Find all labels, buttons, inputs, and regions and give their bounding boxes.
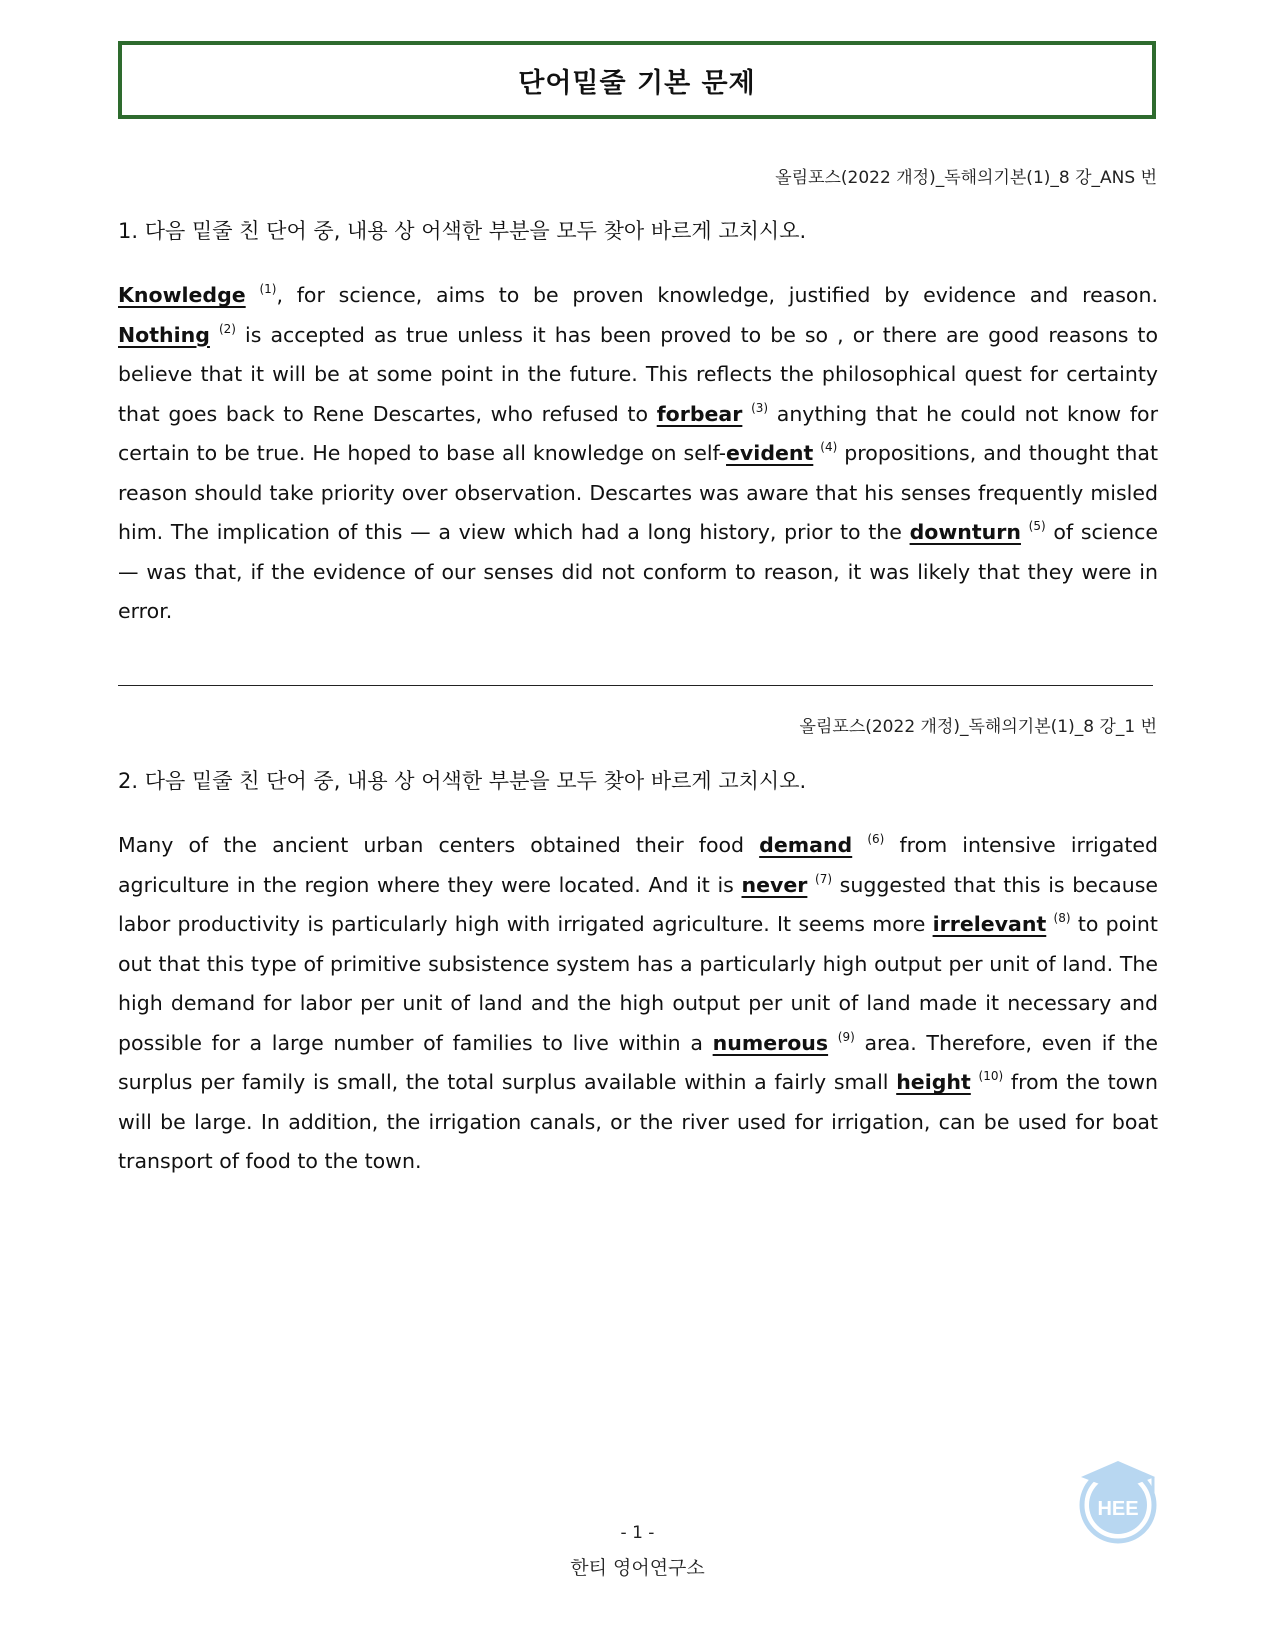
underlined-word: Nothing bbox=[118, 322, 210, 347]
passage-text: from intensive irrigated agriculture in the region where they were located. And it is bbox=[118, 833, 1158, 897]
hee-logo-icon bbox=[1073, 1455, 1163, 1545]
footnote-number: (9) bbox=[837, 1029, 855, 1044]
footnote-number: (10) bbox=[978, 1069, 1004, 1083]
footnote-number: (7) bbox=[815, 871, 833, 886]
organization-name: 한티 영어연구소 bbox=[570, 1557, 705, 1579]
passage-text: from the town will be large. In addition, the irrigation canals, or the river used for irrigation, can be used for boat transport of food to the town. bbox=[118, 1070, 1158, 1173]
passage-text: anything that he could not know for certain to be true. He hoped to base all knowledge on self- bbox=[118, 401, 1159, 465]
question-1: 1. 다음 밑줄 친 단어 중, 내용 상 어색한 부분을 모두 찾아 바르게 고치시오. bbox=[118, 219, 807, 243]
passage-text: , for science, aims to be proven knowledge, justified by evidence and reason. bbox=[276, 283, 1158, 307]
underlined-word: height bbox=[896, 1070, 971, 1094]
underlined-word: forbear bbox=[656, 401, 743, 426]
footnote-number: (6) bbox=[867, 832, 885, 846]
underlined-word: never bbox=[741, 872, 808, 897]
passage-2 bbox=[118, 826, 1158, 1182]
footnote-number: (5) bbox=[1028, 519, 1046, 533]
section-divider bbox=[118, 685, 1153, 686]
passage-text: propositions, and thought that reason should take priority over observation. Descartes was aware that his senses frequently misled him. The implication of this — a view which had a long history, prior to the bbox=[118, 441, 1158, 544]
page-number: - 1 - bbox=[620, 1523, 655, 1543]
underlined-word: Knowledge bbox=[118, 283, 246, 307]
passage-text bbox=[210, 323, 219, 347]
source-label-2: 올림포스(2022 개정)_독해의기본(1)_8 강_1 번 bbox=[799, 717, 1157, 737]
passage-text: is accepted as true unless it has been proved to be so , or there are good reasons to believe that it will be at some point in the future. This reflects the philosophical quest for certainty that goes back to Rene Descartes, who refused to bbox=[118, 322, 1158, 426]
underlined-word: demand bbox=[759, 833, 853, 857]
source-label-1: 올림포스(2022 개정)_독해의기본(1)_8 강_ANS 번 bbox=[775, 168, 1157, 188]
passage-text: Many of the ancient urban centers obtained their food bbox=[118, 833, 760, 857]
passage-1 bbox=[118, 276, 1158, 632]
footnote-number: (3) bbox=[751, 400, 769, 415]
title-box bbox=[118, 41, 1156, 119]
underlined-word: downturn bbox=[909, 520, 1021, 544]
footnote-number: (1) bbox=[259, 282, 277, 296]
footnote-number: (2) bbox=[218, 321, 236, 336]
underlined-word: evident bbox=[726, 441, 814, 465]
underlined-word: irrelevant bbox=[932, 912, 1047, 936]
question-2: 2. 다음 밑줄 친 단어 중, 내용 상 어색한 부분을 모두 찾아 바르게 고치시오. bbox=[118, 769, 807, 793]
underlined-word: numerous bbox=[712, 1030, 829, 1055]
logo-text: HEE bbox=[1097, 1498, 1139, 1520]
footnote-number: (4) bbox=[820, 440, 838, 454]
passage-text: to point out that this type of primitive subsistence system has a particularly high output per unit of land. The high demand for labor per unit of land and the high output per unit of land made it necessary and possible for a large number of families to live within a bbox=[118, 912, 1158, 1055]
passage-text: suggested that this is because labor productivity is particularly high with irrigated agriculture. It seems more bbox=[118, 872, 1158, 936]
page-title: 단어밑줄 기본 문제 bbox=[518, 67, 756, 99]
passage-text: of science — was that, if the evidence of our senses did not conform to reason, it was likely that they were in error. bbox=[118, 520, 1158, 623]
passage-text: area. Therefore, even if the surplus per family is small, the total surplus available within a fairly small bbox=[118, 1030, 1158, 1094]
footnote-number: (8) bbox=[1053, 911, 1071, 925]
